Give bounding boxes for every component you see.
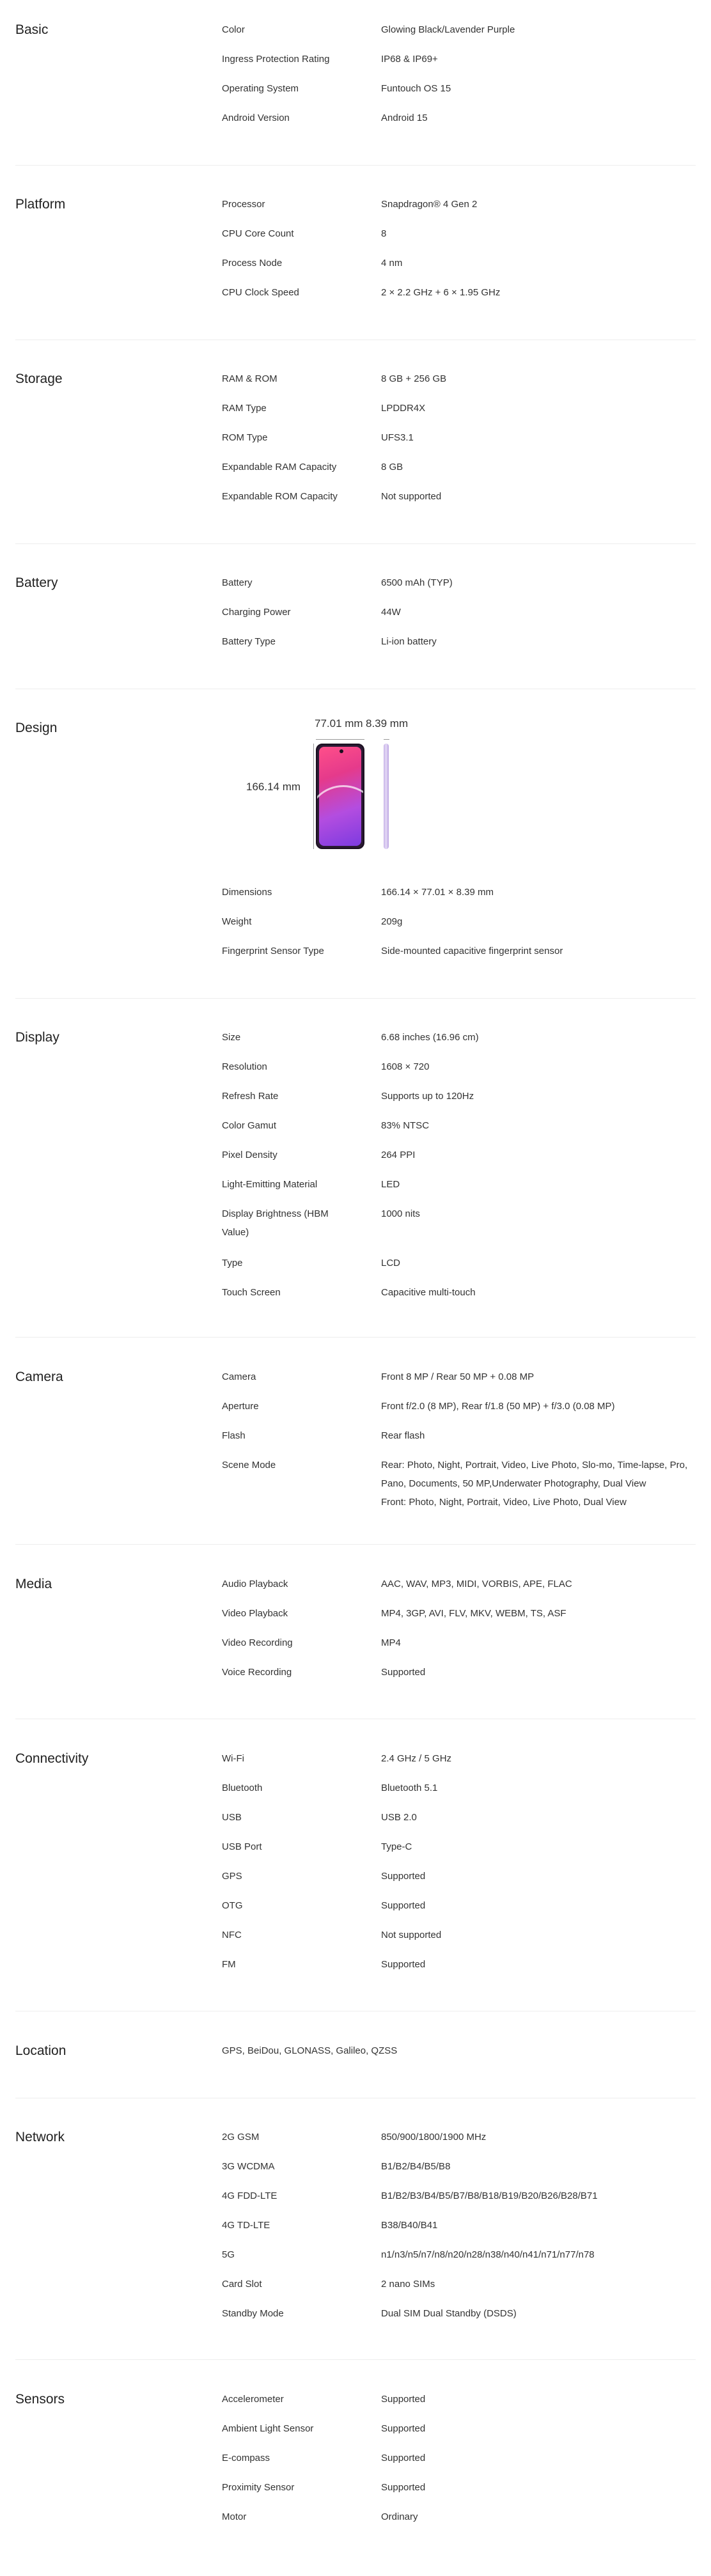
spec-value-continuation: Pano, Documents, 50 MP,Underwater Photography, Dual View (381, 1478, 646, 1489)
spec-value: Funtouch OS 15 (381, 83, 451, 94)
spec-value: 44W (381, 607, 401, 618)
section-title-display: Display (15, 1030, 59, 1045)
spec-value: Bluetooth 5.1 (381, 1783, 438, 1793)
spec-value: B38/B40/B41 (381, 2220, 438, 2231)
spec-value: 8 GB + 256 GB (381, 373, 447, 384)
spec-value-continuation: Front: Photo, Night, Portrait, Video, Live Photo, Dual View (381, 1497, 627, 1508)
spec-key: Flash (222, 1430, 246, 1441)
spec-value: Supported (381, 1667, 426, 1678)
spec-value: Supported (381, 2453, 426, 2463)
spec-value: 6.68 inches (16.96 cm) (381, 1032, 479, 1043)
phone-front-image (316, 744, 364, 849)
spec-value: Glowing Black/Lavender Purple (381, 24, 515, 35)
section-title-battery: Battery (15, 575, 58, 590)
spec-key: Card Slot (222, 2279, 262, 2290)
spec-key: Expandable ROM Capacity (222, 491, 338, 502)
divider (15, 998, 696, 999)
section-title-network: Network (15, 2130, 65, 2144)
spec-key: Processor (222, 199, 265, 210)
spec-value: Type-C (381, 1841, 412, 1852)
spec-value: 209g (381, 916, 403, 927)
spec-key: Android Version (222, 113, 290, 123)
spec-value: Supported (381, 2482, 426, 2493)
spec-value: Side-mounted capacitive fingerprint sensor (381, 946, 563, 956)
spec-value: Supported (381, 2423, 426, 2434)
spec-key: Resolution (222, 1061, 267, 1072)
spec-value: Rear: Photo, Night, Portrait, Video, Live Photo, Slo-mo, Time-lapse, Pro, (381, 1460, 688, 1471)
spec-key: GPS (222, 1871, 242, 1882)
spec-key: Bluetooth (222, 1783, 263, 1793)
phone-screen-graphic (319, 747, 361, 846)
divider (15, 543, 696, 544)
spec-key: Color (222, 24, 245, 35)
spec-key: Process Node (222, 258, 283, 269)
spec-value: Supported (381, 1871, 426, 1882)
spec-key: 5G (222, 2249, 235, 2260)
spec-key: Aperture (222, 1401, 259, 1412)
spec-value: Front f/2.0 (8 MP), Rear f/1.8 (50 MP) + f/3.0 (0.08 MP) (381, 1401, 615, 1412)
location-value: GPS, BeiDou, GLONASS, Galileo, QZSS (222, 2045, 398, 2056)
spec-key: 4G FDD-LTE (222, 2190, 277, 2201)
spec-key: NFC (222, 1930, 242, 1940)
spec-value: Supported (381, 1959, 426, 1970)
spec-value: Snapdragon® 4 Gen 2 (381, 199, 478, 210)
width-dimension-label: 77.01 mm (315, 717, 363, 730)
width-dimension-line (316, 739, 364, 740)
spec-value: Li-ion battery (381, 636, 437, 647)
spec-key: Voice Recording (222, 1667, 292, 1678)
spec-value: 1000 nits (381, 1208, 420, 1219)
spec-key: Audio Playback (222, 1579, 288, 1589)
spec-value: 83% NTSC (381, 1120, 430, 1131)
spec-key: 4G TD-LTE (222, 2220, 270, 2231)
section-title-sensors: Sensors (15, 2392, 65, 2407)
spec-value: Supports up to 120Hz (381, 1091, 474, 1102)
spec-value: 8 GB (381, 462, 403, 472)
spec-value: AAC, WAV, MP3, MIDI, VORBIS, APE, FLAC (381, 1579, 572, 1589)
spec-key: Type (222, 1258, 243, 1268)
spec-value: MP4 (381, 1637, 401, 1648)
spec-value: LED (381, 1179, 400, 1190)
spec-value: Supported (381, 2394, 426, 2405)
spec-value: USB 2.0 (381, 1812, 417, 1823)
spec-value: 6500 mAh (TYP) (381, 577, 453, 588)
spec-key: 3G WCDMA (222, 2161, 275, 2172)
section-title-basic: Basic (15, 22, 49, 37)
divider (15, 165, 696, 166)
spec-value: B1/B2/B4/B5/B8 (381, 2161, 451, 2172)
spec-key: Display Brightness (HBM (222, 1208, 329, 1219)
spec-value: Ordinary (381, 2511, 418, 2522)
spec-key: Expandable RAM Capacity (222, 462, 337, 472)
spec-key: Motor (222, 2511, 247, 2522)
spec-key: Proximity Sensor (222, 2482, 295, 2493)
spec-value: MP4, 3GP, AVI, FLV, MKV, WEBM, TS, ASF (381, 1608, 566, 1619)
spec-key: CPU Core Count (222, 228, 294, 239)
spec-key: Wi-Fi (222, 1753, 244, 1764)
spec-value: 264 PPI (381, 1150, 416, 1160)
spec-key: Light-Emitting Material (222, 1179, 318, 1190)
spec-value: n1/n3/n5/n7/n8/n20/n28/n38/n40/n41/n71/n77/n78 (381, 2249, 595, 2260)
section-title-camera: Camera (15, 1370, 63, 1384)
spec-key-continuation: Value) (222, 1227, 249, 1238)
spec-value: 2 × 2.2 GHz + 6 × 1.95 GHz (381, 287, 501, 298)
section-title-media: Media (15, 1577, 52, 1591)
spec-key: RAM & ROM (222, 373, 277, 384)
spec-key: Dimensions (222, 887, 272, 898)
spec-key: Video Playback (222, 1608, 288, 1619)
spec-key: USB (222, 1812, 242, 1823)
section-title-platform: Platform (15, 197, 66, 212)
spec-key: Battery Type (222, 636, 276, 647)
spec-key: Battery (222, 577, 253, 588)
spec-value: LPDDR4X (381, 403, 426, 414)
spec-key: Ambient Light Sensor (222, 2423, 314, 2434)
spec-key: Size (222, 1032, 241, 1043)
spec-key: Color Gamut (222, 1120, 277, 1131)
spec-value: IP68 & IP69+ (381, 54, 438, 65)
spec-value: 1608 × 720 (381, 1061, 430, 1072)
section-title-design: Design (15, 721, 58, 735)
spec-value: Dual SIM Dual Standby (DSDS) (381, 2308, 517, 2319)
spec-value: 2 nano SIMs (381, 2279, 435, 2290)
spec-key: USB Port (222, 1841, 262, 1852)
spec-value: B1/B2/B3/B4/B5/B7/B8/B18/B19/B20/B26/B28/B71 (381, 2190, 598, 2201)
spec-key: Refresh Rate (222, 1091, 279, 1102)
spec-key: Accelerometer (222, 2394, 284, 2405)
spec-value: Android 15 (381, 113, 428, 123)
spec-key: Standby Mode (222, 2308, 284, 2319)
depth-dimension-label: 8.39 mm (366, 717, 409, 730)
spec-value: Front 8 MP / Rear 50 MP + 0.08 MP (381, 1371, 535, 1382)
spec-value: Rear flash (381, 1430, 425, 1441)
spec-value: 850/900/1800/1900 MHz (381, 2132, 487, 2143)
spec-value: Not supported (381, 491, 442, 502)
spec-value: 8 (381, 228, 387, 239)
spec-key: Operating System (222, 83, 299, 94)
divider (15, 1544, 696, 1545)
spec-key: Charging Power (222, 607, 291, 618)
spec-key: Pixel Density (222, 1150, 277, 1160)
spec-value: 2.4 GHz / 5 GHz (381, 1753, 452, 1764)
spec-key: RAM Type (222, 403, 267, 414)
spec-key: Fingerprint Sensor Type (222, 946, 324, 956)
spec-key: Video Recording (222, 1637, 293, 1648)
spec-key: E-compass (222, 2453, 270, 2463)
spec-value: Not supported (381, 1930, 442, 1940)
section-title-connectivity: Connectivity (15, 1751, 89, 1766)
spec-value: Supported (381, 1900, 426, 1911)
spec-key: 2G GSM (222, 2132, 260, 2143)
spec-value: 166.14 × 77.01 × 8.39 mm (381, 887, 494, 898)
height-dimension-label: 166.14 mm (246, 781, 301, 793)
spec-key: ROM Type (222, 432, 268, 443)
spec-key: Weight (222, 916, 252, 927)
section-title-storage: Storage (15, 371, 63, 386)
divider (15, 1337, 696, 1338)
depth-dimension-line (384, 739, 389, 740)
height-dimension-line (313, 744, 314, 849)
spec-value: 4 nm (381, 258, 403, 269)
spec-key: CPU Clock Speed (222, 287, 299, 298)
spec-value: LCD (381, 1258, 401, 1268)
spec-key: Ingress Protection Rating (222, 54, 330, 65)
divider (15, 2359, 696, 2360)
spec-value: Capacitive multi-touch (381, 1287, 476, 1298)
section-title-location: Location (15, 2043, 66, 2058)
spec-key: FM (222, 1959, 236, 1970)
spec-key: Touch Screen (222, 1287, 281, 1298)
spec-key: OTG (222, 1900, 243, 1911)
spec-value: UFS3.1 (381, 432, 414, 443)
spec-key: Camera (222, 1371, 256, 1382)
spec-key: Scene Mode (222, 1460, 276, 1471)
phone-side-image (384, 744, 389, 849)
